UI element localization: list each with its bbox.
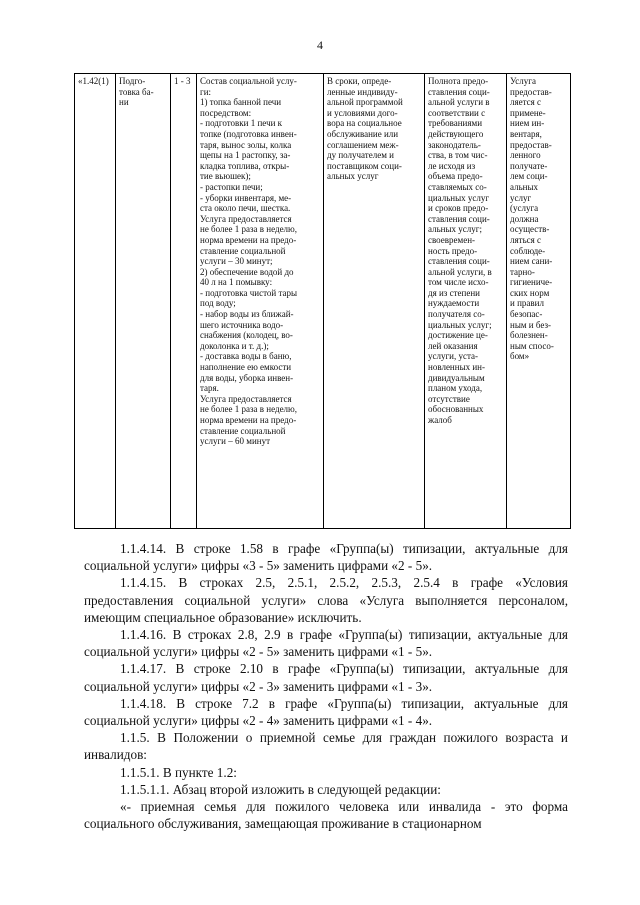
paragraph-1-1-5: 1.1.5. В Положении о приемной семье для граждан пожилого возраста и инвалидов: [84, 730, 568, 763]
service-terms: В сроки, опреде- ленные индивиду- альной программой и условиями дого- вора на социальное обслуживание или соглашением меж- ду получателем и поставщиком соци- альных услуг [327, 76, 403, 182]
service-composition: Состав социальной услу- ги: 1) топка банной печи посредством: - подготовки 1 печи к топке (подготовка инвен- таря, вынос золы, колка щепы на 1 растопку, за- кладка топлива, откры- тие вьюшек); - растопки печи; - уборки инвентаря, ме- ста около печи, шестка. Услуга предоставляется не более 1 раза в неделю, норма времени на предо- ставление социальной услуги – 30 минут; 2) обеспечение водой до 40 л на 1 помывку: - подготовка чистой тары под воду; - набор воды из ближай- шего источника водо- снабжения (колодец, во- доколонка и т. д.); - доставка воды в баню, наполнение ею емкости для воды, уборка инвен- таря. Услуга предоставляется не более 1 раза в неделю, норма времени на предо- ставление социальной услуги – 60 минут [200, 76, 298, 447]
document-body [84, 540, 568, 832]
paragraph-definition: «- приемная семья для пожилого человека или инвалида - это форма социального обслуживания, замещающая проживание в стационарном [84, 799, 568, 832]
paragraph-1-1-5-1: 1.1.5.1. В пункте 1.2: [120, 764, 237, 780]
conditions-cell [507, 74, 571, 529]
typization-groups: 1 - 3 [174, 76, 191, 86]
paragraph-1-1-5-1-1: 1.1.5.1.1. Абзац второй изложить в следующей редакции: [120, 781, 441, 797]
paragraph-1-1-4-18: 1.1.4.18. В строке 7.2 в графе «Группа(ы) типизации, актуальные для социальной услуги» цифры «2 - 4» заменить цифрами «1 - 4». [84, 695, 568, 729]
row-number-cell [75, 74, 116, 529]
composition-cell [197, 74, 324, 529]
service-conditions: Услуга предостав- ляется с примене- нием ин- вентаря, предостав- ленного получате- лем соци- альных услуг (услуга должна осуществ- ляться с соблюде- нием сани- тарно- гигиениче- ских норм и правил безопас- ным и без- болезнен- ным спосо- бом» [510, 76, 554, 362]
typization-groups-cell [171, 74, 197, 529]
service-completeness: Полнота предо- ставления соци- альной услуги в соответствии с требованиями действующего законодатель- ства, в том чис- ле исходя из объема предо- ставляемых со- циальных услуг и сроков предо- ставления соци- альных услуг; своевремен- ность предо- ставления соци- альной услуги, в том числе исхо- дя из степени нуждаемости получателя со- циальных услуг; достижение це- лей оказания услуги, уста- новленных ин- дивидуальным планом ухода, отсутствие обоснованных жалоб [428, 76, 492, 425]
row-number: «1.42(1) [78, 76, 109, 86]
table-row [75, 74, 571, 529]
service-name-cell [116, 74, 171, 529]
page-number: 4 [317, 38, 323, 52]
paragraph-1-1-4-17: 1.1.4.17. В строке 2.10 в графе «Группа(ы) типизации, актуальные для социальной услуги» цифры «2 - 3» заменить цифрами «1 - 3». [84, 661, 568, 694]
terms-cell [324, 74, 425, 529]
service-name: Подго- товка ба- ни [119, 76, 154, 108]
paragraph-1-1-4-14: 1.1.4.14. В строке 1.58 в графе «Группа(ы) типизации, актуальные для социальной услуги» цифры «3 - 5» заменить цифрами «2 - 5». [84, 541, 568, 574]
paragraph-1-1-4-16: 1.1.4.16. В строках 2.8, 2.9 в графе «Группа(ы) типизации, актуальные для социальной услуги» цифры «2 - 5» заменить цифрами «1 - 5». [84, 627, 568, 660]
services-table [74, 73, 571, 529]
completeness-cell [425, 74, 507, 529]
paragraph-1-1-4-15: 1.1.4.15. В строках 2.5, 2.5.1, 2.5.2, 2.5.3, 2.5.4 в графе «Условия предоставления социальной услуги» слова «Услуга выполняется персоналом, имеющим специальное образование» исключить. [84, 575, 568, 625]
